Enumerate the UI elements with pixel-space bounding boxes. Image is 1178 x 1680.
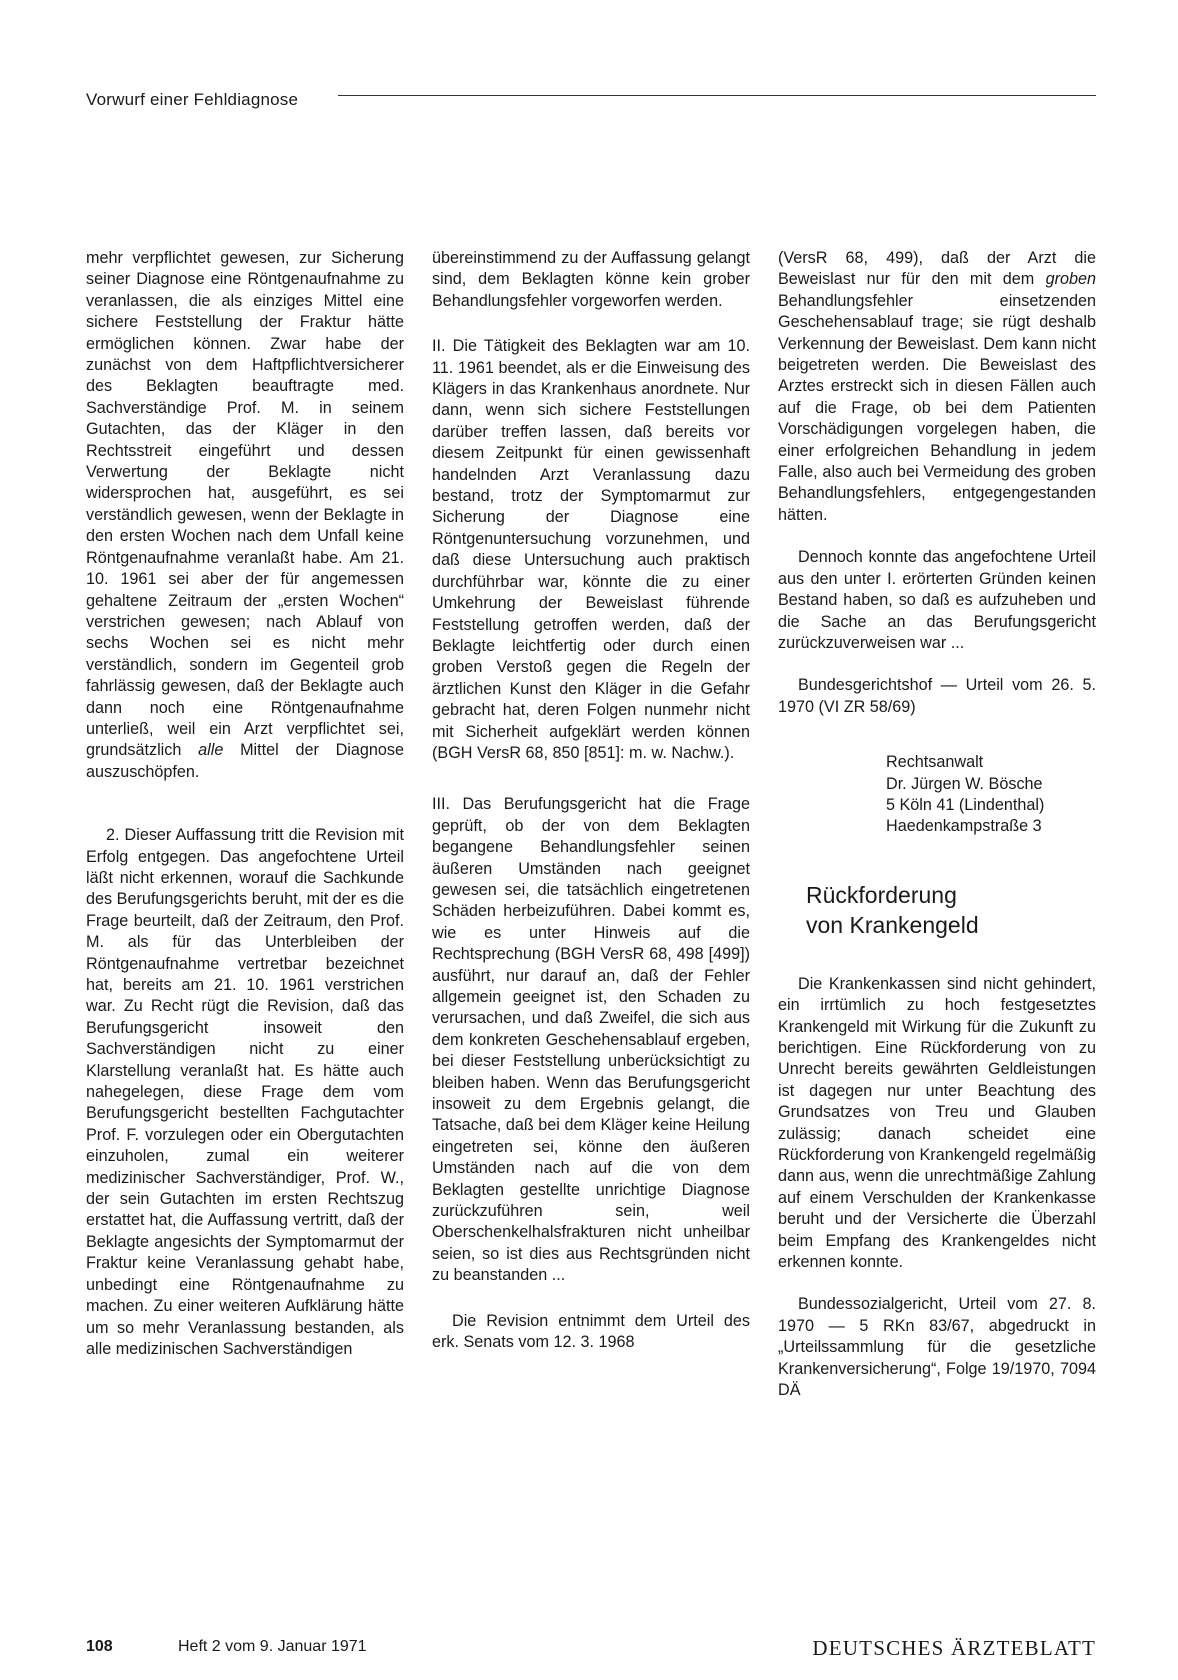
paragraph: Die Krankenkassen sind nicht gehindert, ein irrtümlich zu hoch festgesetztes Krankengeld mit Wirkung für die Zukunft zu berichtigen. Eine Rückforderung von zu Unrecht bereits gewährten Geldleistungen ist dagegen nur unter Beachtung des Grundsatzes von Treu und Glauben zulässig; danach scheidet eine Rückforderung von Krankengeld regelmäßig dann aus, wenn die unrechtmäßige Zahlung auf einem Verschulden der Krankenkasse beruht und der Versicherte die Überzahl beim Empfang des Krankengeldes nicht erkennen konnte. (778, 974, 1096, 1272)
section-heading: Rückforderung von Krankengeld (806, 881, 979, 938)
author-signature: Rechtsanwalt Dr. Jürgen W. Bösche 5 Köln 41 (Lindenthal) Haedenkampstraße 3 (886, 753, 1045, 836)
paragraph: Die Revision entnimmt dem Urteil des erk. Senats vom 12. 3. 1968 (432, 1311, 750, 1352)
paragraph: Bundesgerichtshof — Urteil vom 26. 5. 1970 (VI ZR 58/69) (778, 676, 1096, 716)
page-number: 108 (86, 1638, 113, 1655)
running-header (86, 90, 1096, 114)
column-3 (778, 248, 1096, 1401)
author-initials: DÄ (778, 1381, 801, 1400)
issue-info: Heft 2 vom 9. Januar 1971 (178, 1638, 367, 1655)
paragraph: 2. Dieser Auffassung tritt die Revision mit Erfolg entgegen. Das angefochtene Urteil läßt nicht erkennen, worauf die Sachkunde des Berufungsgerichts beruht, mit der es die Frage beurteilt, daß der Zeitraum, den Prof. M. als für das Unterbleiben der Röntgenaufnahme vertretbar bezeichnet hat, bereits am 21. 10. 1961 verstrichen war. Zu Recht rügt die Revision, daß das Berufungsgericht insoweit den Sachverständigen nicht zu einer Klarstellung veranlaßt hat. Es hätte auch nahegelegen, diese Frage dem vom Berufungsgericht bestellten Fachgutachter Prof. F. vorzulegen oder ein Obergutachten einzuholen, zumal ein weiterer medizinischer Sachverständiger, Prof. W., der sein Gutachten im ersten Rechtszug erstattet hat, die Auffassung vertritt, daß der Beklagte angesichts der Symptomarmut der Fraktur keine Veranlassung gehabt habe, unbedingt eine Röntgenaufnahme zu machen. Zu einer weiteren Aufklärung hätte um so mehr Veranlassung bestanden, als alle medizinischen Sachverständigen (86, 826, 404, 1358)
header-title: Vorwurf einer Fehldiagnose (86, 90, 299, 109)
emphasis: alle (198, 741, 224, 760)
header-rule (338, 95, 1096, 96)
paragraph: (VersR 68, 499), daß der Arzt die Beweislast nur für den mit dem groben Behandlungsfehler einsetzenden Geschehensablauf trage; sie rügt deshalb Verkennung der Beweislast. Dem kann nicht beigetreten werden. Die Beweislast des Arztes erstreckt sich in diesen Fällen auch auf die Frage, ob bei dem Patienten Vorschädigungen vorgelegen haben, die einer erfolgreichen Behandlung in jedem Falle, also auch bei Vermeidung des groben Behandlungsfehlers, entgegengestanden hätten. (778, 249, 1096, 524)
paragraph: Bundessozialgericht, Urteil vom 27. 8. 1970 — 5 RKn 83/67, abgedruckt in „Urteilssammlung für die gesetzliche Krankenversicherung“, Folge 19/1970, 7094 DÄ (778, 1295, 1096, 1400)
paragraph: III. Das Berufungsgericht hat die Frage geprüft, ob der von dem Beklagten begangene Behandlungsfehler seinen äußeren Umständen nach geeignet gewesen sei, die tatsächlich eingetretenen Schäden herbeizuführen. Dabei kommt es, wie es unter Hinweis auf die Rechtsprechung (BGH VersR 68, 498 [499]) ausführt, nur darauf an, daß der Fehler allgemein geeignet ist, den Schaden zu verursachen, und daß Zweifel, die sich aus dem konkreten Geschehensablauf ergeben, bei dieser Feststellung unberücksichtigt zu bleiben haben. Wenn das Berufungsgericht insoweit zu dem Ergebnis gelangt, die Tatsache, daß bei dem Kläger keine Heilung eingetreten sei, könne den äußeren Umständen nach auf die von dem Beklagten gestellte unrichtige Diagnose zurückzuführen sein, weil Oberschenkelhalsfrakturen nicht unheilbar seien, so ist dies aus Rechtsgründen nicht zu beanstanden ... (432, 795, 750, 1285)
paragraph: übereinstimmend zu der Auffassung gelangt sind, dem Beklagten könne kein grober Behandlungsfehler vorgeworfen werden. (432, 249, 750, 310)
emphasis: groben (1045, 270, 1096, 289)
column-1 (86, 248, 404, 1360)
journal-name: DEUTSCHES ÄRZTEBLATT (812, 1636, 1096, 1660)
page-footer (86, 1636, 1096, 1662)
column-2 (432, 248, 750, 1354)
paragraph: II. Die Tätigkeit des Beklagten war am 10. 11. 1961 beendet, als er die Einweisung des Klägers in das Krankenhaus anordnete. Nur dann, wenn sich sichere Feststellungen darüber treffen lassen, daß bereits vor diesem Zeitpunkt für einen gewissenhaft handelnden Arzt Veranlassung dazu bestand, trotz der Symptomarmut zur Sicherung der Diagnose eine Röntgenuntersuchung vorzunehmen, und daß diese Untersuchung auch praktisch durchführbar war, könnte die zu einer Umkehrung der Beweislast führende Feststellung getroffen werden, daß der Beklagte leichtfertig oder durch einen groben Verstoß gegen die Regeln der ärztlichen Kunst den Kläger in die Gefahr gebracht hat, deren Folgen nunmehr nicht mit Sicherheit aufgeklärt werden können (BGH VersR 68, 850 [851]: m. w. Nachw.). (432, 337, 750, 762)
paragraph: Dennoch konnte das angefochtene Urteil aus den unter I. erörterten Gründen keinen Bestand haben, so daß es aufzuheben und die Sache an das Berufungsgericht zurückzuverweisen war ... (778, 548, 1096, 652)
paragraph: mehr verpflichtet gewesen, zur Sicherung seiner Diagnose eine Röntgenaufnahme zu veranlassen, die als einziges Mittel eine sichere Feststellung der Fraktur hätte ermöglichen können. Zwar habe der zunächst von dem Haftpflichtversicherer des Beklagten beauftragte med. Sachverständige Prof. M. in seinem Gutachten, das der Kläger in den Rechtsstreit eingeführt und dessen Verwertung der Beklagte nicht widersprochen hat, ausgeführt, es sei verständlich gewesen, wenn der Beklagte in den ersten Wochen nach dem Unfall keine Röntgenaufnahme veranlaßt habe. Am 21. 10. 1961 sei aber der für angemessen gehaltene Zeitraum der „ersten Wochen“ verstrichen gewesen; nach Ablauf von sechs Wochen sei es nicht mehr verständlich, sondern im Gegenteil grob fahrlässig gewesen, daß der Beklagte auch dann noch eine Röntgenaufnahme unterließ, weil ein Arzt verpflichtet sei, grundsätzlich alle Mittel der Diagnose auszuschöpfen. (86, 249, 404, 781)
